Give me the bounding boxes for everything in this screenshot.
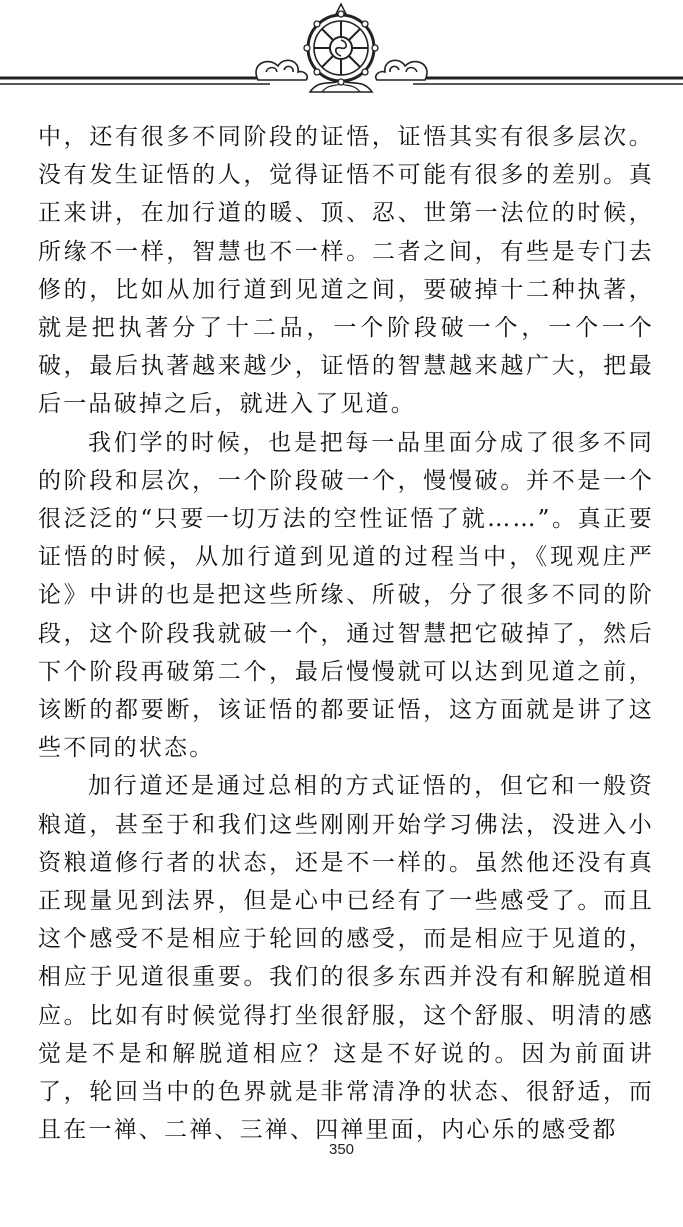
page-number: 350 (328, 1141, 355, 1158)
paragraph: 中，还有很多不同阶段的证悟，证悟其实有很多层次。没有发生证悟的人，觉得证悟不可能有很多的差别。真正来讲，在加行道的暖、顶、忍、世第一法位的时候，所缘不一样，智慧也不一样。二者之间，有些是专门去修的，比如从加行道到见道之间，要破掉十二种执著，就是把执著分了十二品，一个阶段破一个，一个一个破，最后执著越来越少，证悟的智慧越来越广大，把最后一品破掉之后，就进入了见道。 (38, 124, 654, 418)
cloud-scroll-left-icon (256, 60, 307, 80)
header-ornament (0, 0, 683, 110)
paragraph: 加行道还是通过总相的方式证悟的，但它和一般资粮道，甚至于和我们这些刚刚开始学习佛法，没进入小资粮道修行者的状态，还是不一样的。虽然他还没有真正现量见到法界，但是心中已经有了一些感受了。而且这个感受不是相应于轮回的感受，而是相应于见道的，相应于见道很重要。我们的很多东西并没有和解脱道相应。比如有时候觉得打坐很舒服，这个舒服、明清的感觉是不是和解脱道相应？这是不好说的。因为前面讲了，轮回当中的色界就是非常清净的状态、很舒适，而且在一禅、二禅、三禅、四禅里面，内心乐的感受都 (38, 773, 654, 1144)
body-text (38, 118, 654, 1149)
paragraph: 我们学的时候，也是把每一品里面分成了很多不同的阶段和层次，一个阶段破一个，慢慢破。并不是一个很泛泛的“只要一切万法的空性证悟了就……”。真正要证悟的时候，从加行道到见道的过程当中，《现观庄严论》中讲的也是把这些所缘、所破，分了很多不同的阶段，这个阶段我就破一个，通过智慧把它破掉了，然后下个阶段再破第二个，最后慢慢就可以达到见道之前，该断的都要断，该证悟的都要证悟，这方面就是讲了这些不同的状态。 (38, 429, 654, 762)
cloud-scroll-right-icon (376, 60, 427, 80)
page-header (0, 0, 683, 110)
dharma-wheel-icon (304, 4, 378, 92)
